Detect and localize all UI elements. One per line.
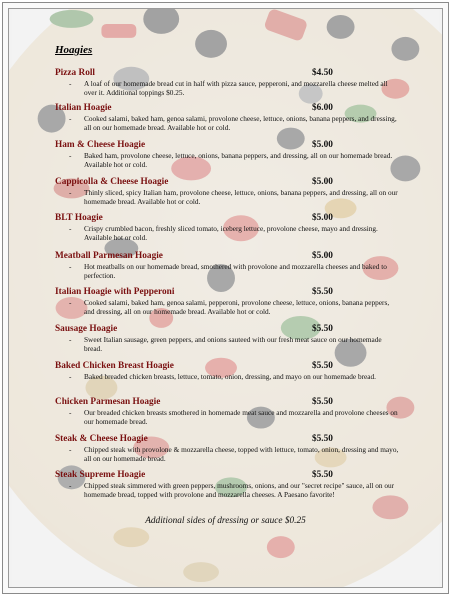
- item-description: - Sweet Italian sausage, green peppers, and onions sauteed with our fresh meat sauce on our homemade bread.: [69, 335, 382, 353]
- item-name: BLT Hoagie: [55, 213, 103, 223]
- item-name: Italian Hoagie: [55, 103, 112, 113]
- menu-item: [55, 103, 405, 133]
- menu-item: [55, 470, 405, 500]
- menu-item: [55, 324, 405, 354]
- item-description: - Cooked salami, baked ham, genoa salami, pepperoni, provolone cheese, lettuce, onions, banana peppers, and dressing, all on our homemade bread. Available hot or cold.: [69, 298, 390, 316]
- item-description: - Chipped steak simmered with green peppers, mushrooms, onions, and our "secret recipe" sauce, all on our homemade bread, topped with provolone and mozzarella cheeses. A Paesano favorite!: [69, 481, 395, 499]
- item-description: - Crispy crumbled bacon, freshly sliced tomato, iceberg lettuce, provolone cheese, mayo and dressing. Available hot or cold.: [69, 224, 378, 242]
- menu-item: [55, 68, 405, 98]
- item-price: $5.00: [312, 140, 333, 150]
- item-description: - Our breaded chicken breasts smothered in homemade meat sauce and mozzarella and provolone cheeses on our homemade bread.: [69, 408, 398, 426]
- menu-item: [55, 287, 405, 317]
- item-description-text: Cooked salami, baked ham, genoa salami, provolone cheese, lettuce, onions, banana peppers, and dressing, all on our homemade bread. Available hot or cold.: [84, 114, 397, 132]
- item-price: $5.50: [312, 397, 333, 407]
- item-price: $5.50: [312, 361, 333, 371]
- item-price: $5.50: [312, 470, 333, 480]
- item-description-text: Our breaded chicken breasts smothered in homemade meat sauce and mozzarella and provolone cheeses on our homemade bread.: [84, 408, 398, 426]
- item-description-text: Crispy crumbled bacon, freshly sliced tomato, iceberg lettuce, provolone cheese, mayo and dressing. Available hot or cold.: [84, 224, 378, 242]
- menu-item: [55, 177, 405, 207]
- item-name: Pizza Roll: [55, 68, 96, 78]
- item-description: - Baked ham, provolone cheese, lettuce, onions, banana peppers, and dressing, all on our homemade bread. Available hot or cold.: [69, 151, 393, 169]
- menu-item: [55, 213, 405, 243]
- menu-item: [55, 251, 405, 281]
- item-description: - Baked breaded chicken breasts, lettuce, tomato, onion, dressing, and mayo on our homemade bread.: [69, 372, 376, 381]
- item-name: Steak Supreme Hoagie: [55, 470, 146, 480]
- item-name: Steak & Cheese Hoagie: [55, 434, 148, 444]
- item-price: $6.00: [312, 103, 333, 113]
- item-price: $5.00: [312, 213, 333, 223]
- item-description: - Thinly sliced, spicy Italian ham, provolone cheese, lettuce, onions, banana peppers, and dressing, all on our homemade bread. Available hot or cold.: [69, 188, 398, 206]
- item-description-text: Hot meatballs on our homemade bread, smothered with provolone and mozzarella cheeses and baked to perfection.: [84, 262, 387, 280]
- item-name: Ham & Cheese Hoagie: [55, 140, 146, 150]
- page-frame-inner: [8, 8, 443, 588]
- item-description-text: Baked ham, provolone cheese, lettuce, onions, banana peppers, and dressing, all on our homemade bread. Available hot or cold.: [84, 151, 393, 169]
- section-title: Hoagies: [55, 44, 93, 56]
- hoagies-menu: [9, 9, 442, 587]
- item-description: - Cooked salami, baked ham, genoa salami, provolone cheese, lettuce, onions, banana peppers, and dressing, all on our homemade bread. Available hot or cold.: [69, 114, 397, 132]
- item-name: Meatball Parmesan Hoagie: [55, 251, 163, 261]
- menu-item: [55, 140, 405, 170]
- menu-item: [55, 397, 405, 427]
- menu-item: [55, 361, 405, 382]
- item-description: - A loaf of our homemade bread cut in half with pizza sauce, pepperoni, and mozzarella cheese melted all over it. Additional toppings $0.25.: [69, 79, 388, 97]
- item-price: $4.50: [312, 68, 333, 78]
- item-description: - Chipped steak with provolone & mozzarella cheese, topped with lettuce, tomato, onion, dressing and mayo, all on our homemade bread.: [69, 445, 399, 463]
- item-price: $5.50: [312, 434, 333, 444]
- item-price: $5.50: [312, 324, 333, 334]
- menu-item: [55, 434, 405, 464]
- item-description-text: Chipped steak with provolone & mozzarella cheese, topped with lettuce, tomato, onion, dressing and mayo, all on our homemade bread.: [84, 445, 399, 463]
- item-name: Cappicolla & Cheese Hoagie: [55, 177, 169, 187]
- footer-note: Additional sides of dressing or sauce $0.25: [145, 516, 306, 526]
- item-name: Chicken Parmesan Hoagie: [55, 397, 161, 407]
- item-name: Italian Hoagie with Pepperoni: [55, 287, 175, 297]
- item-description-text: Chipped steak simmered with green peppers, mushrooms, onions, and our "secret recipe" sauce, all on our homemade bread, topped with provolone and mozzarella cheeses. A Paesano favorite!: [84, 481, 395, 499]
- item-price: $5.00: [312, 177, 333, 187]
- item-description-text: Sweet Italian sausage, green peppers, and onions sauteed with our fresh meat sauce on our homemade bread.: [84, 335, 382, 353]
- item-description: - Hot meatballs on our homemade bread, smothered with provolone and mozzarella cheeses and baked to perfection.: [69, 262, 387, 280]
- item-description-text: Cooked salami, baked ham, genoa salami, pepperoni, provolone cheese, lettuce, onions, banana peppers, and dressing, all on our homemade bread. Available hot or cold.: [84, 298, 390, 316]
- item-description-text: Baked breaded chicken breasts, lettuce, tomato, onion, dressing, and mayo on our homemade bread.: [84, 372, 376, 381]
- item-description-text: A loaf of our homemade bread cut in half with pizza sauce, pepperoni, and mozzarella cheese melted all over it. Additional toppings $0.25.: [84, 79, 388, 97]
- item-name: Baked Chicken Breast Hoagie: [55, 361, 174, 371]
- item-description-text: Thinly sliced, spicy Italian ham, provolone cheese, lettuce, onions, banana peppers, and dressing, all on our homemade bread. Available hot or cold.: [84, 188, 398, 206]
- item-name: Sausage Hoagie: [55, 324, 118, 334]
- item-price: $5.00: [312, 251, 333, 261]
- item-price: $5.50: [312, 287, 333, 297]
- page-frame: [2, 2, 449, 594]
